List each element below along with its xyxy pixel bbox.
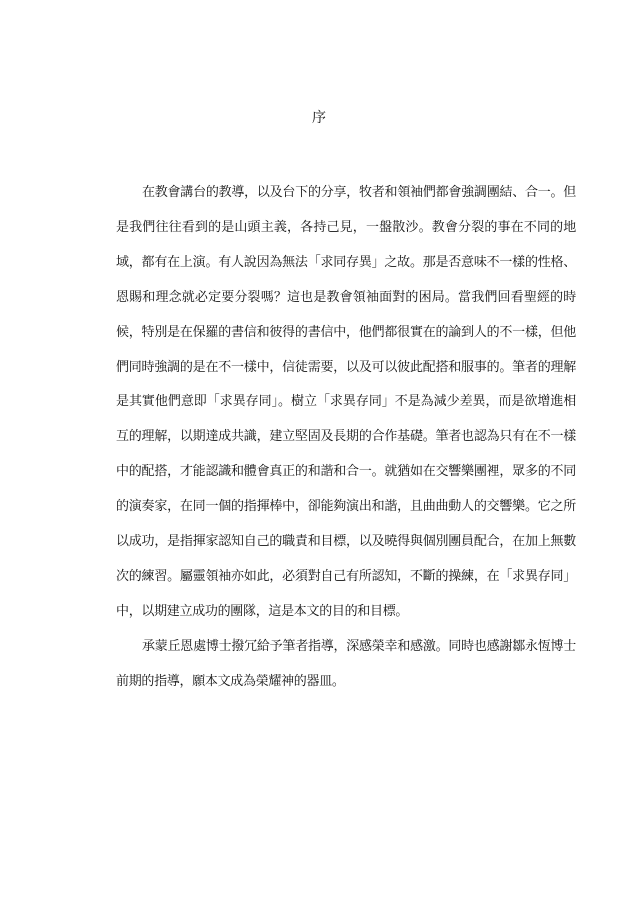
paragraph-acknowledgement: 承蒙丘恩處博士撥冗給予筆者指導，深感榮幸和感激。同時也感謝鄒永恆博士前期的指導，願本文成為榮耀神的器皿。 — [116, 638, 576, 689]
body-text — [116, 176, 576, 700]
page-title: 序 — [312, 110, 326, 126]
paragraph-main: 在教會講台的教導，以及台下的分享，牧者和領袖們都會強調團結、合一。但是我們往往看到的是山頭主義，各持己見，一盤散沙。教會分裂的事在不同的地域，都有在上演。有人說因為無法「求同存異」之故。那是否意味不一樣的性格、恩賜和理念就必定要分裂嗎？這也是教會領袖面對的困局。當我們回看聖經的時候，特別是在保羅的書信和彼得的書信中，他們都很實在的論到人的不一樣，但他們同時強調的是在不一樣中，信徒需要，以及可以彼此配搭和服事的。筆者的理解是其實他們意即「求異存同」。樹立「求異存同」不是為減少差異，而是欲增進相互的理解，以期達成共識，建立堅固及長期的合作基礎。筆者也認為只有在不一樣中的配搭，才能認識和體會真正的和諧和合一。就猶如在交響樂團裡，眾多的不同的演奏家，在同一個的指揮棒中，卻能夠演出和諧，且曲曲動人的交響樂。它之所以成功，是指揮家認知自己的職責和目標，以及曉得與個別團員配合，在加上無數次的練習。屬靈領袖亦如此，必須對自己有所認知，不斷的操練，在「求異存同」中，以期建立成功的團隊，這是本文的目的和目標。 — [116, 185, 576, 619]
